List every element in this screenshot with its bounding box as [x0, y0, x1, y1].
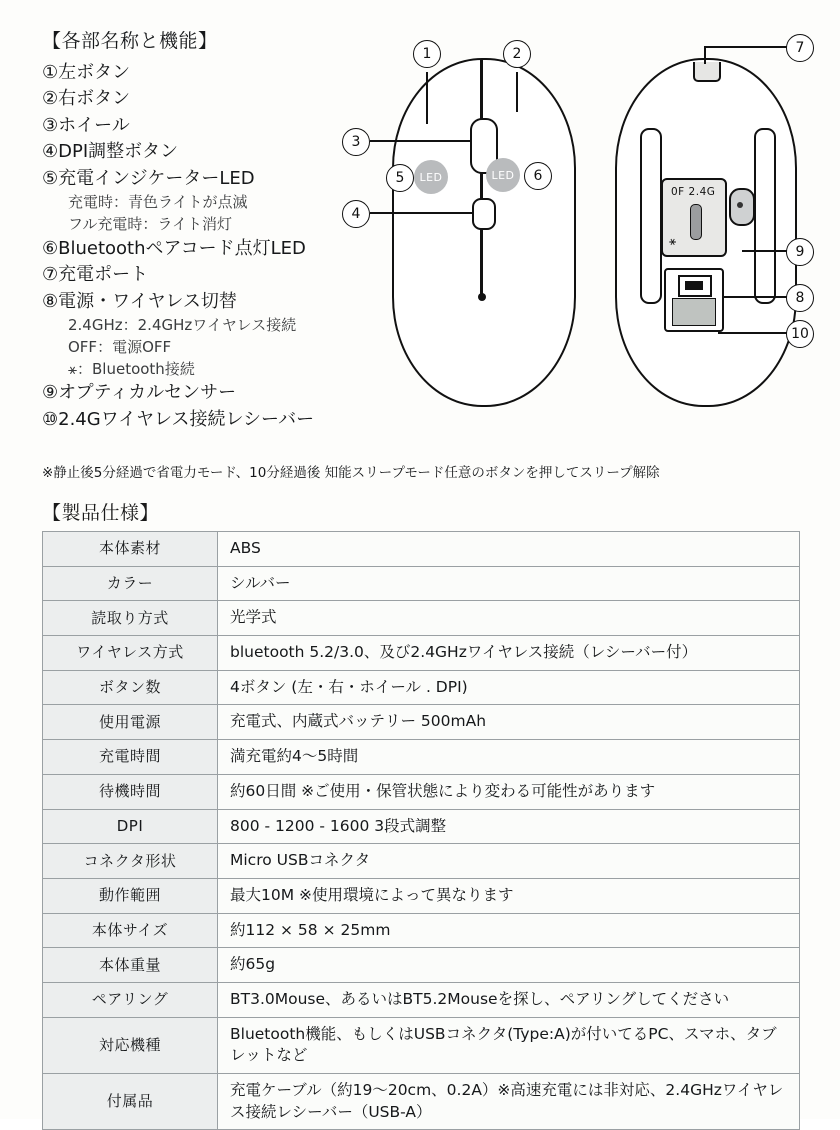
- leader-line-7h: [704, 46, 790, 48]
- spec-value: 約65g: [218, 948, 800, 983]
- switch-slider-handle: [690, 204, 702, 240]
- legend-subitem: 充電時：青色ライトが点滅: [68, 193, 248, 212]
- parts-section: [0, 0, 840, 490]
- spec-value: Micro USBコネクタ: [218, 844, 800, 879]
- table-row: [43, 1017, 800, 1073]
- legend-item: ⑦充電ポート: [42, 264, 149, 286]
- callout-1: 1: [413, 40, 441, 68]
- spec-value: 約112 × 58 × 25mm: [218, 913, 800, 948]
- legend-item: ⑤充電インジケーターLED: [42, 167, 255, 189]
- usb-body: [672, 298, 716, 326]
- table-row: [43, 774, 800, 809]
- spec-value: BT3.0Mouse、あるいはBT5.2Mouseを探し、ペアリングしてください: [218, 982, 800, 1017]
- legend-item: ⑥Bluetoothペアコード点灯LED: [42, 237, 306, 259]
- spec-value: ABS: [218, 532, 800, 567]
- table-row: [43, 532, 800, 567]
- callout-2: 2: [503, 40, 531, 68]
- legend-subitem: OFF：電源OFF: [68, 337, 172, 356]
- power-save-note: ※静止後5分経過で省電力モード、10分経過後 知能スリープモード任意のボタンを押してスリープ解除: [42, 465, 660, 481]
- dpi-button: [472, 198, 496, 230]
- spec-key: ワイヤレス方式: [43, 636, 218, 671]
- spec-value: bluetooth 5.2/3.0、及び2.4GHzワイヤレス接続（レシーバー付）: [218, 636, 800, 671]
- mouse-diagram: [330, 10, 840, 480]
- spec-key: 使用電源: [43, 705, 218, 740]
- table-row: [43, 982, 800, 1017]
- legend-subitem: ⚹：Bluetooth接続: [68, 359, 195, 378]
- callout-4: 4: [342, 200, 370, 228]
- spec-key: 付属品: [43, 1074, 218, 1130]
- usb-connector-icon: [678, 275, 712, 297]
- leader-line-3: [370, 140, 470, 142]
- table-row: [43, 844, 800, 879]
- spec-value: 満充電約4〜5時間: [218, 740, 800, 775]
- leader-line-7v: [704, 46, 706, 64]
- spec-key: 本体サイズ: [43, 913, 218, 948]
- spec-key: カラー: [43, 566, 218, 601]
- optical-sensor: [729, 188, 755, 226]
- spec-key: 対応機種: [43, 1017, 218, 1073]
- callout-6: 6: [524, 162, 552, 190]
- leader-line-10: [718, 332, 788, 334]
- spec-key: 待機時間: [43, 774, 218, 809]
- spec-table: [42, 531, 800, 1130]
- table-row: [43, 601, 800, 636]
- spec-key: DPI: [43, 809, 218, 844]
- mouse-button-divider: [480, 60, 483, 295]
- mouse-foot-right: [754, 128, 776, 304]
- legend-item: ③ホイール: [42, 114, 130, 136]
- table-row: [43, 740, 800, 775]
- spec-section-title: 【製品仕様】: [42, 502, 160, 524]
- spec-key: 読取り方式: [43, 601, 218, 636]
- table-row: [43, 809, 800, 844]
- table-row: [43, 1074, 800, 1130]
- legend-item: ⑨オプティカルセンサー: [42, 382, 237, 404]
- leader-line-4: [370, 212, 472, 214]
- table-row: [43, 878, 800, 913]
- spec-key: ペアリング: [43, 982, 218, 1017]
- spec-key: 動作範囲: [43, 878, 218, 913]
- spec-value: 約60日間 ※ご使用・保管状態により変わる可能性があります: [218, 774, 800, 809]
- callout-5: 5: [386, 164, 414, 192]
- legend-item: ④DPI調整ボタン: [42, 141, 179, 163]
- callout-9: 9: [786, 238, 814, 266]
- spec-key: ボタン数: [43, 670, 218, 705]
- legend-item: ⑧電源・ワイヤレス切替: [42, 290, 237, 312]
- callout-7: 7: [786, 34, 814, 62]
- spec-value: 光学式: [218, 601, 800, 636]
- spec-value: 4ボタン (左・右・ホイール . DPI): [218, 670, 800, 705]
- mouse-top-view: [392, 58, 576, 407]
- leader-line-1: [426, 72, 428, 124]
- legend-item: ①左ボタン: [42, 62, 131, 83]
- spec-key: 本体素材: [43, 532, 218, 567]
- parts-legend-title: 【各部名称と機能】: [42, 30, 218, 52]
- spec-value: 充電式、内蔵式バッテリー 500mAh: [218, 705, 800, 740]
- legend-subitem: 2.4GHz：2.4GHzワイヤレス接続: [68, 316, 297, 335]
- callout-8: 8: [786, 284, 814, 312]
- spec-value: 800 - 1200 - 1600 3段式調整: [218, 809, 800, 844]
- table-row: [43, 670, 800, 705]
- leader-line-9: [742, 250, 788, 252]
- bluetooth-glyph-icon: ⚹: [669, 234, 677, 248]
- mouse-foot-left: [640, 128, 662, 304]
- table-row: [43, 913, 800, 948]
- spec-key: 充電時間: [43, 740, 218, 775]
- spec-value: 最大10M ※使用環境によって異なります: [218, 878, 800, 913]
- usb-receiver: [664, 268, 724, 332]
- legend-item: ⑩2.4Gワイヤレス接続レシーバー: [42, 408, 315, 430]
- table-row: [43, 636, 800, 671]
- leader-line-2: [516, 72, 518, 112]
- spec-value: シルバー: [218, 566, 800, 601]
- switch-mode-label: 0F 2.4G: [671, 186, 716, 198]
- table-row: [43, 705, 800, 740]
- spec-value: Bluetooth機能、もしくはUSBコネクタ(Type:A)が付いてるPC、スマホ、タブレットなど: [218, 1017, 800, 1073]
- bluetooth-led-icon: LED: [486, 158, 520, 192]
- legend-subitem: フル充電時：ライト消灯: [68, 215, 232, 234]
- charge-led-icon: LED: [414, 160, 448, 194]
- spec-key: 本体重量: [43, 948, 218, 983]
- table-row: [43, 948, 800, 983]
- callout-3: 3: [342, 128, 370, 156]
- charge-port-icon: [693, 62, 721, 82]
- spec-value: 充電ケーブル（約19〜20cm、0.2A）※高速充電には非対応、2.4GHzワイヤレス接続レシーバー（USB-A）: [218, 1074, 800, 1130]
- spec-key: コネクタ形状: [43, 844, 218, 879]
- power-mode-switch: [661, 178, 727, 257]
- callout-10: 10: [786, 320, 814, 348]
- legend-item: ②右ボタン: [42, 88, 131, 110]
- leader-line-8: [723, 296, 788, 298]
- table-row: [43, 566, 800, 601]
